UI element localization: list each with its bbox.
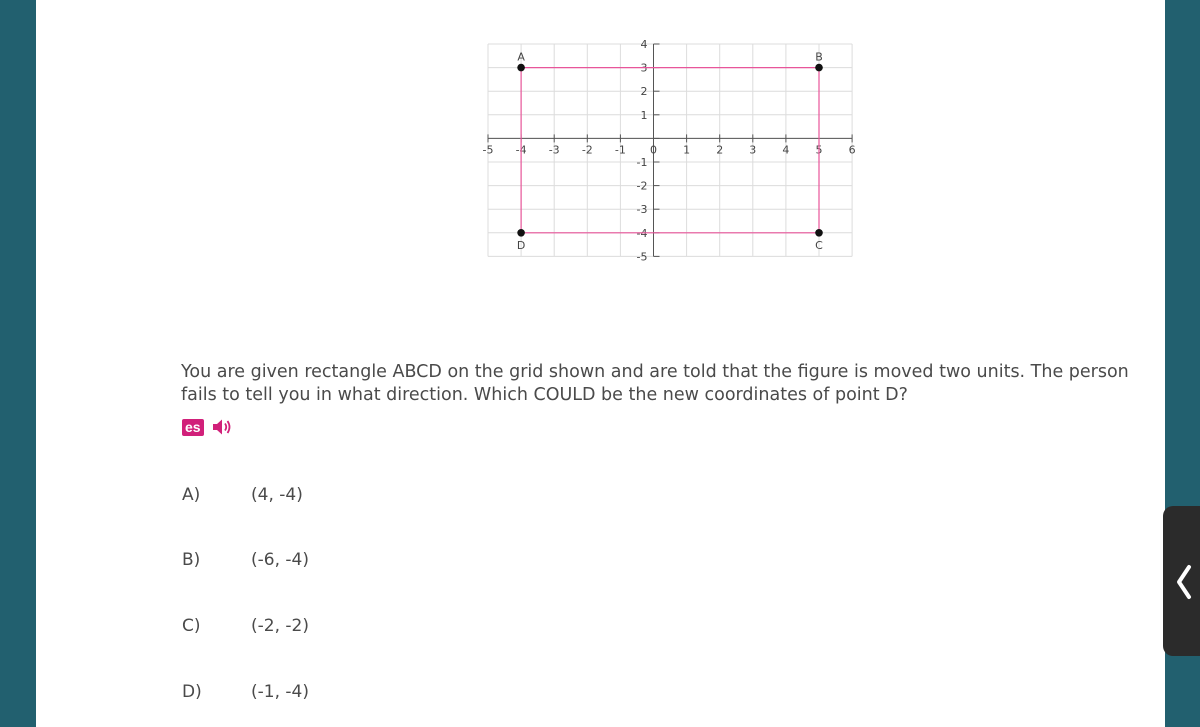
- vertex-point-a: [517, 64, 525, 72]
- y-tick-label: 1: [640, 108, 648, 122]
- x-tick-label: 5: [815, 143, 823, 157]
- coordinate-grid: [480, 36, 916, 268]
- chevron-left-icon: [1174, 564, 1194, 600]
- vertex-point-d: [517, 229, 525, 237]
- x-tick-label: -4: [515, 143, 527, 157]
- coordinate-grid-svg: [480, 36, 916, 268]
- vertex-label-d: D: [516, 238, 526, 252]
- x-tick-label: 2: [716, 143, 724, 157]
- x-tick-label: -1: [614, 143, 626, 157]
- y-tick-label: -1: [636, 156, 648, 169]
- answer-choice-c[interactable]: [182, 613, 309, 639]
- side-panel-toggle[interactable]: [1163, 506, 1200, 656]
- x-tick-label: 0: [650, 143, 657, 157]
- y-tick-label: -3: [636, 203, 648, 217]
- question-text: You are given rectangle ABCD on the grid shown and are told that the figure is moved two units. The person fails to tell you in what direction. Which COULD be the new coordinates of point D?: [181, 362, 1129, 405]
- answer-choice-d[interactable]: [182, 679, 309, 705]
- rectangle-abcd: [521, 68, 819, 233]
- x-tick-label: -5: [482, 143, 494, 157]
- answer-choice-b[interactable]: [182, 547, 309, 573]
- x-tick-label: 6: [848, 143, 856, 157]
- y-tick-label: 2: [640, 85, 648, 99]
- choice-value: (-2, -2): [251, 616, 309, 636]
- x-tick-label: -2: [581, 143, 593, 157]
- y-tick-label: -5: [636, 250, 648, 264]
- question-page: [36, 0, 1165, 727]
- choice-value: (-1, -4): [251, 682, 309, 702]
- choice-value: (4, -4): [251, 485, 303, 505]
- choice-value: (-6, -4): [251, 550, 309, 570]
- vertex-label-a: A: [517, 50, 525, 64]
- choice-letter: B): [182, 550, 201, 570]
- answer-choice-a[interactable]: [182, 482, 303, 508]
- choice-letter: D): [182, 682, 202, 702]
- y-tick-label: 3: [640, 61, 648, 75]
- vertex-point-c: [815, 229, 823, 237]
- vertex-point-b: [815, 64, 823, 72]
- choice-letter: A): [182, 485, 201, 505]
- question-tools: [182, 417, 234, 437]
- choice-letter: C): [182, 616, 201, 636]
- y-tick-label: 4: [640, 38, 648, 51]
- y-tick-label: -4: [636, 226, 648, 240]
- x-tick-label: 4: [782, 143, 790, 157]
- x-tick-label: -3: [548, 143, 560, 157]
- y-tick-label: -2: [636, 179, 648, 193]
- vertex-label-c: C: [815, 238, 823, 252]
- speaker-icon[interactable]: [212, 417, 234, 437]
- x-tick-label: 3: [749, 143, 757, 157]
- vertex-label-b: B: [815, 50, 823, 64]
- spanish-translation-button[interactable]: es: [182, 419, 204, 436]
- x-tick-label: 1: [683, 143, 691, 157]
